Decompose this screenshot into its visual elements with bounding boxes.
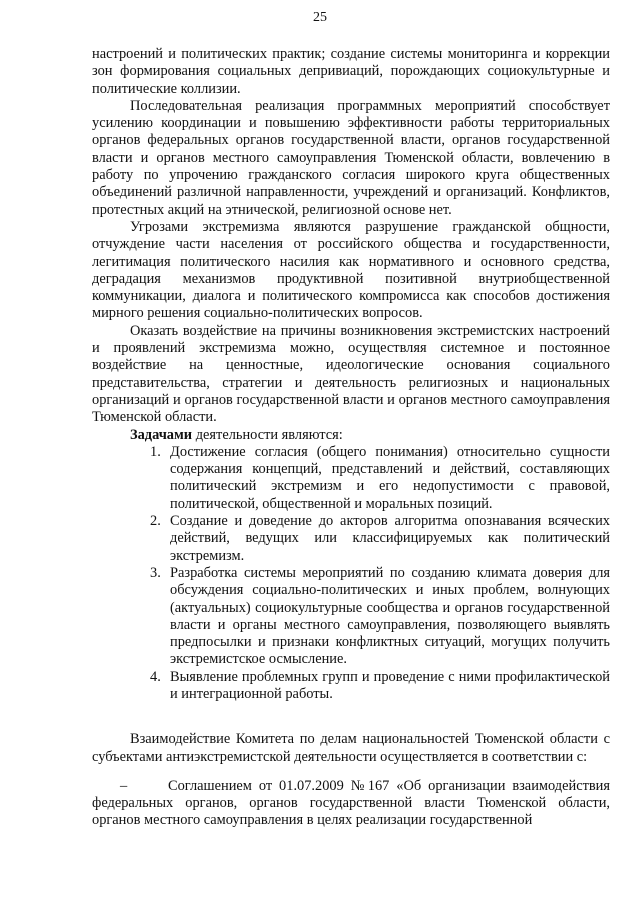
dash-marker: – [120,777,128,794]
tasks-list [92,444,610,703]
paragraph-extremism-threats: Угрозами экстремизма являются разрушение гражданской общности, отчуждение части населения от российского общества и государственности, легитимация политического насилия как нормативного и основного средства, деградация механизмов продуктивной позитивной внутриобщественной коммуникации, диалога и политического компромисса как способов достижения мирного решения социально-политических вопросов. [92,218,610,322]
document-body [92,46,610,830]
paragraph-influence-causes: Оказать воздействие на причины возникновения экстремистских настроений и проявлений экстремизма можно, осуществляя системное и постоянное воздействие на ценностные, идеологические основания социального представительства, стратегии и деятельность религиозных и национальных организаций и органов государственной власти и органов местного самоуправления Тюменской области. [92,322,610,426]
list-item [150,668,610,704]
list-item-text: Выявление проблемных групп и проведение с ними профилактической и интеграционной работы. [170,668,610,702]
list-item-number: 3. [150,564,161,581]
tasks-heading-bold: Задачами [130,426,193,443]
page-number: 25 [313,10,327,25]
list-item [150,443,610,513]
paragraph-interaction: Взаимодействие Комитета по делам национальностей Тюменской области с субъектами антиэкстремистской деятельности осуществляется в соответствии с: [92,731,610,765]
tasks-heading [92,427,610,444]
list-item-number: 1. [150,443,161,460]
paragraph-program-implementation: Последовательная реализация программных мероприятий способствует усилению координации и повышению эффективности работы территориальных органов федеральных органов государственной власти, органов государственной власти и органов местного самоуправления Тюменской области, вовлечению в работу по упрочению гражданского согласия широкого круга общественных объединений различной направленности, учреждений и организаций. Конфликтов, протестных акций на этнической, религиозной основе нет. [92,97,610,218]
agreement-item [92,778,610,830]
list-item-text: Создание и доведение до акторов алгоритма опознавания всяческих действий, ведущих или классифицируемых как политический экстремизм. [170,513,610,564]
list-item [150,564,610,669]
list-item [150,513,610,565]
list-item-number: 4. [150,668,161,685]
list-item-text: Достижение согласия (общего понимания) относительно сущности содержания концепций, представлений и действий, составляющих политический экстремизм и его недопустимости с правовой, политической, общественной и моральных позиций. [170,443,610,512]
tasks-heading-rest: деятельности являются: [192,426,343,443]
list-item-text: Разработка системы мероприятий по созданию климата доверия для обсуждения социально-политических и иных проблем, волнующих (актуальных) социокультурные сообщества и органов государственной власти и органы местного самоуправления, позволяющего выявлять предпосылки и признаки конфликтных ситуаций, могущих получить экстремистское осмысление. [170,564,610,668]
agreement-text: Соглашением от 01.07.2009 №167 «Об организации взаимодействия федеральных органов, органов государственной власти Тюменской области, органов местного самоуправления в целях реализации государственной [92,777,610,829]
paragraph-continuation: настроений и политических практик; создание системы мониторинга и коррекции зон формирования социальных депривиаций, порождающих социокультурные и политические коллизии. [92,46,610,97]
list-item-number: 2. [150,513,161,530]
